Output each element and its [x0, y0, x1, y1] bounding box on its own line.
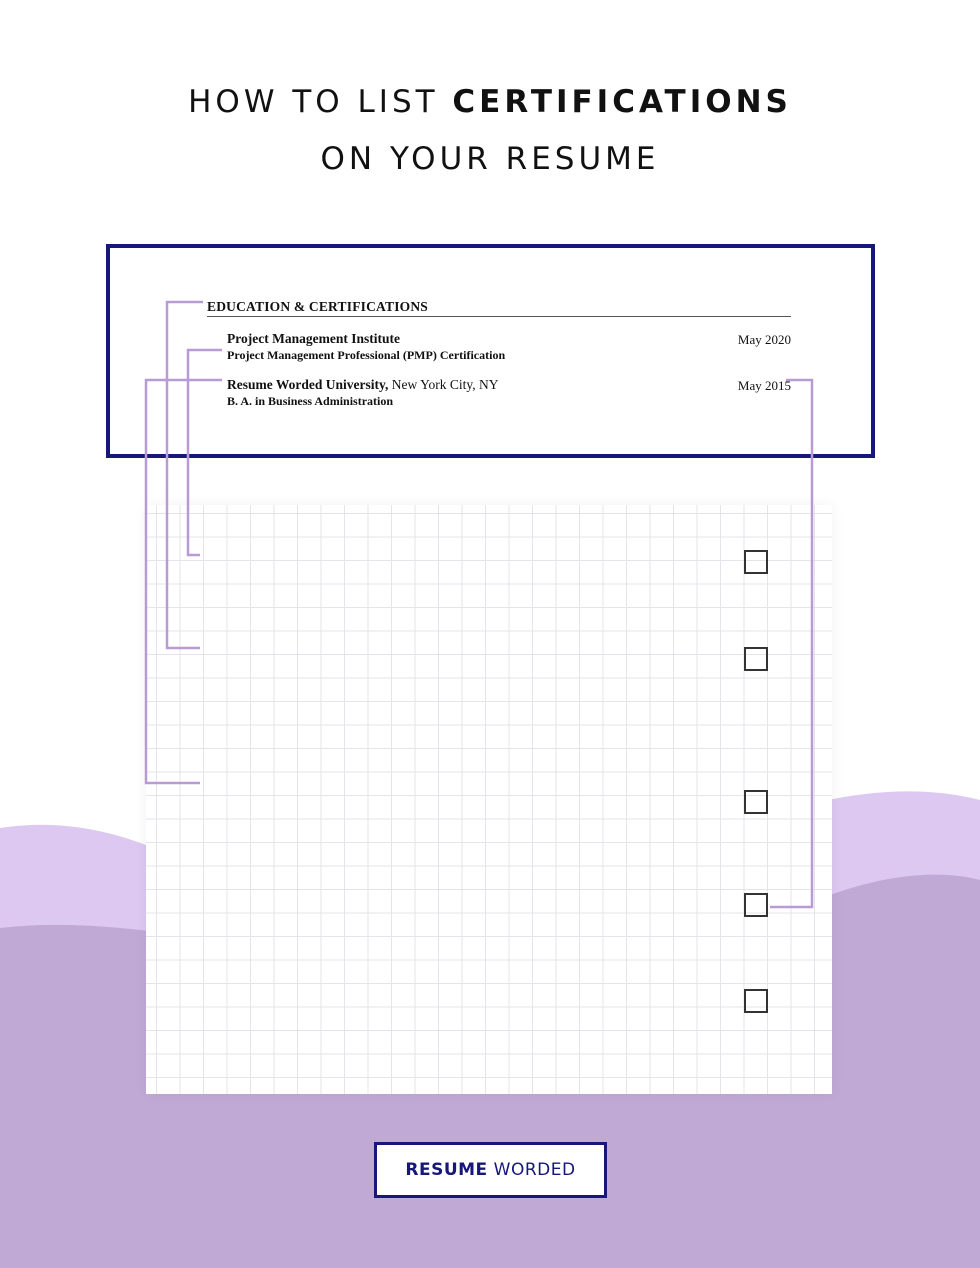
checkbox[interactable]: [744, 647, 768, 671]
checkbox[interactable]: [744, 893, 768, 917]
title-bold-text: CERTIFICATIONS: [452, 84, 792, 120]
logo-bold-text: RESUME: [405, 1160, 488, 1180]
resume-entry-2-credential: B. A. in Business Administration: [227, 394, 394, 408]
resume-section-heading: EDUCATION & CERTIFICATIONS: [207, 299, 429, 314]
resume-entry-2-date: May 2015: [737, 378, 791, 393]
checkbox[interactable]: [744, 790, 768, 814]
resume-entry-1-institution: [227, 331, 400, 347]
resume-worded-logo: [374, 1142, 607, 1198]
resume-section-rule: [207, 316, 791, 317]
page-title-line-1: [0, 84, 980, 120]
checkbox[interactable]: [744, 550, 768, 574]
institution-name: Project Management Institute: [227, 331, 400, 346]
resume-entry-1-date: May 2020: [737, 332, 791, 347]
institution-name: Resume Worded University,: [227, 377, 389, 392]
institution-location: New York City, NY: [388, 377, 499, 392]
resume-entry-1-credential: Project Management Professional (PMP) Certification: [227, 348, 506, 362]
checklist-grid-panel: [146, 505, 832, 1094]
resume-sample-box: [106, 244, 875, 458]
page-title-line-2: ON YOUR RESUME: [320, 141, 660, 177]
logo-normal-text: WORDED: [493, 1160, 576, 1180]
checkbox[interactable]: [744, 989, 768, 1013]
resume-entry-2-institution: [227, 377, 499, 393]
title-thin-text: HOW TO LIST: [188, 84, 439, 120]
